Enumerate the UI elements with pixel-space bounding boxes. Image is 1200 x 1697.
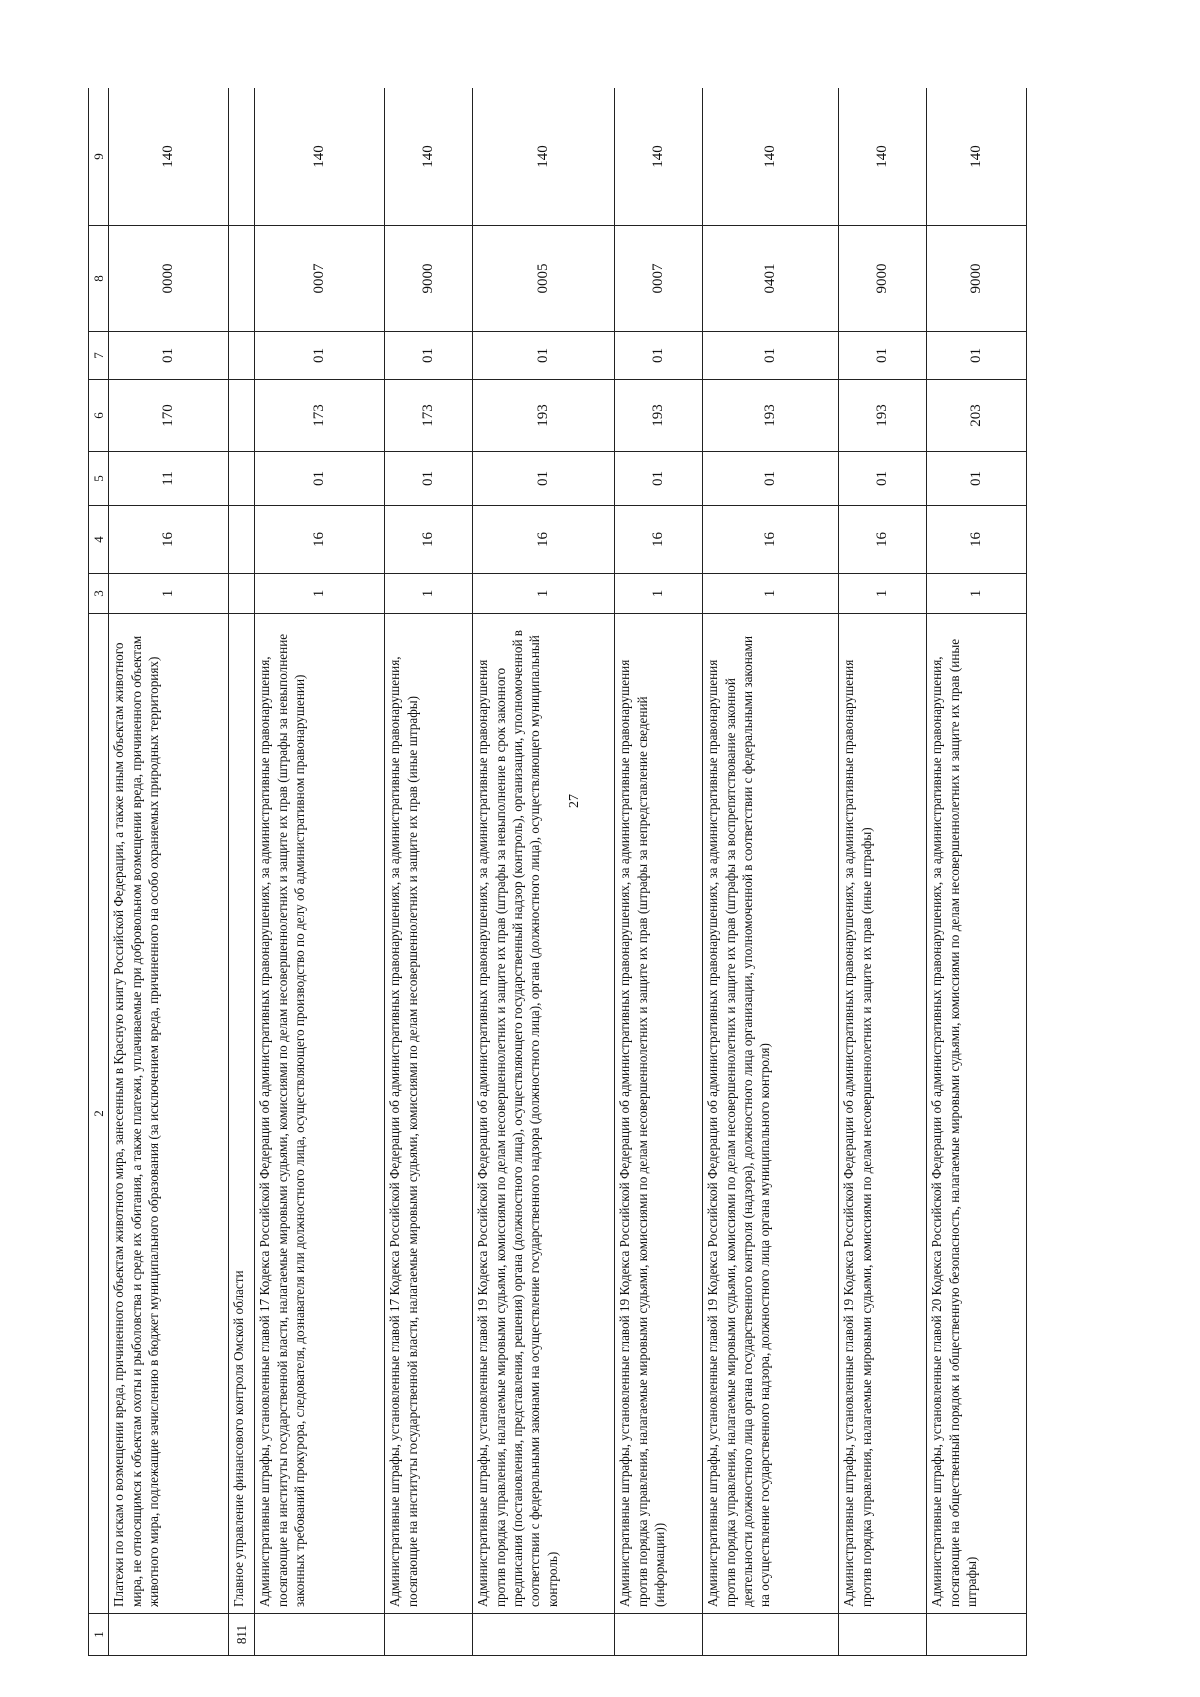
code-digit-4: 16 [473, 506, 615, 574]
rotated-content [88, 88, 1126, 1656]
table-row [385, 88, 473, 1656]
code-digit-7: 01 [703, 332, 839, 380]
row-code [109, 1614, 229, 1656]
table-row [109, 88, 229, 1656]
code-digit-3: 1 [703, 574, 839, 614]
code-digit-9 [229, 88, 255, 226]
code-digit-5: 11 [109, 452, 229, 506]
code-digit-4: 16 [385, 506, 473, 574]
code-digit-7: 01 [109, 332, 229, 380]
code-digit-9: 140 [385, 88, 473, 226]
code-digit-4: 16 [255, 506, 385, 574]
row-description: Административные штрафы, установленные главой 20 Кодекса Российской Федерации об административных правонарушениях, за административные правонарушения, посягающие на общественный порядок и общественную безопасность, налагаемые мировыми судьями, комиссиями по делам несовершеннолетних и защите их прав (иные штрафы) [927, 614, 1027, 1614]
code-digit-6: 193 [839, 380, 927, 452]
table-row [927, 88, 1027, 1656]
code-digit-8: 0005 [473, 226, 615, 332]
code-digit-6: 193 [473, 380, 615, 452]
code-digit-7: 01 [255, 332, 385, 380]
table-row [473, 88, 615, 1656]
code-digit-6: 203 [927, 380, 1027, 452]
row-description: Административные штрафы, установленные главой 17 Кодекса Российской Федерации об административных правонарушениях, за административные правонарушения, посягающие на институты государственной власти, налагаемые мировыми судьями, комиссиями по делам несовершеннолетних и защите их прав (штрафы за невыполнение законных требований прокурора, следователя, дознавателя или должностного лица, осуществляющего производство по делу об административном правонарушении) [255, 614, 385, 1614]
code-digit-7: 01 [839, 332, 927, 380]
budget-codes-table [88, 88, 1027, 1656]
code-digit-3: 1 [109, 574, 229, 614]
code-digit-5: 01 [385, 452, 473, 506]
column-header-5: 5 [89, 452, 109, 506]
code-digit-4: 16 [703, 506, 839, 574]
code-digit-6 [229, 380, 255, 452]
row-code [473, 1614, 615, 1656]
code-digit-3: 1 [615, 574, 703, 614]
code-digit-8: 0007 [615, 226, 703, 332]
row-code [839, 1614, 927, 1656]
column-header-8: 8 [89, 226, 109, 332]
code-digit-6: 193 [703, 380, 839, 452]
code-digit-6: 173 [255, 380, 385, 452]
code-digit-9: 140 [255, 88, 385, 226]
row-description: Административные штрафы, установленные главой 19 Кодекса Российской Федерации об административных правонарушениях, за административные правонарушения против порядка управления, налагаемые мировыми судьями, комиссиями по делам несовершеннолетних и защите их прав (штрафы за непредставление сведений (информации)) [615, 614, 703, 1614]
code-digit-4: 16 [615, 506, 703, 574]
row-code [703, 1614, 839, 1656]
row-code [385, 1614, 473, 1656]
code-digit-8: 0401 [703, 226, 839, 332]
column-header-3: 3 [89, 574, 109, 614]
code-digit-4: 16 [839, 506, 927, 574]
code-digit-5: 01 [615, 452, 703, 506]
row-description: Административные штрафы, установленные главой 19 Кодекса Российской Федерации об административных правонарушениях, за административные правонарушения против порядка управления, налагаемые мировыми судьями, комиссиями по делам несовершеннолетних и защите их прав (иные штрафы) [839, 614, 927, 1614]
row-description: Главное управление финансового контроля Омской области [229, 614, 255, 1614]
code-digit-6: 193 [615, 380, 703, 452]
table-row [255, 88, 385, 1656]
code-digit-9: 140 [615, 88, 703, 226]
code-digit-8: 0007 [255, 226, 385, 332]
code-digit-8: 9000 [927, 226, 1027, 332]
code-digit-7: 01 [385, 332, 473, 380]
column-header-1: 1 [89, 1614, 109, 1656]
row-code [615, 1614, 703, 1656]
code-digit-4: 16 [109, 506, 229, 574]
code-digit-8: 0000 [109, 226, 229, 332]
code-digit-5 [229, 452, 255, 506]
code-digit-9: 140 [473, 88, 615, 226]
code-digit-4: 16 [927, 506, 1027, 574]
code-digit-8 [229, 226, 255, 332]
column-header-2: 2 [89, 614, 109, 1614]
row-description: Административные штрафы, установленные главой 19 Кодекса Российской Федерации об административных правонарушениях, за административные правонарушения против порядка управления, налагаемые мировыми судьями, комиссиями по делам несовершеннолетних и защите их прав (штрафы за воспрепятствование законной деятельности должностного лица органа государственного контроля (надзора), должностного лица организации, уполномоченной в соответствии с федеральными законами на осуществление государственного надзора, должностного лица органа муниципального контроля) [703, 614, 839, 1614]
row-code: 811 [229, 1614, 255, 1656]
code-digit-7: 01 [927, 332, 1027, 380]
code-digit-3 [229, 574, 255, 614]
column-header-9: 9 [89, 88, 109, 226]
row-description: Административные штрафы, установленные главой 17 Кодекса Российской Федерации об административных правонарушениях, за административные правонарушения, посягающие на институты государственной власти, налагаемые мировыми судьями, комиссиями по делам несовершеннолетних и защите их прав (иные штрафы) [385, 614, 473, 1614]
code-digit-5: 01 [927, 452, 1027, 506]
table-row [839, 88, 927, 1656]
code-digit-5: 01 [703, 452, 839, 506]
code-digit-4 [229, 506, 255, 574]
rotated-page [88, 88, 1126, 1656]
row-description: Платежи по искам о возмещении вреда, причиненного объектам животного мира, занесенным в Красную книгу Российской Федерации, а также иным объектам животного мира, не относящимся к объектам охоты и рыболовства и среде их обитания, а также платежи, уплачиваемые при добровольном возмещении вреда, причиненного объектам животного мира, подлежащие зачислению в бюджет муниципального образования (за исключением вреда, причиненного на особо охраняемых природных территориях) [109, 614, 229, 1614]
code-digit-3: 1 [927, 574, 1027, 614]
code-digit-9: 140 [927, 88, 1027, 226]
code-digit-7: 01 [473, 332, 615, 380]
column-header-6: 6 [89, 380, 109, 452]
column-header-4: 4 [89, 506, 109, 574]
code-digit-9: 140 [109, 88, 229, 226]
code-digit-3: 1 [255, 574, 385, 614]
code-digit-7 [229, 332, 255, 380]
table-row [229, 88, 255, 1656]
column-number-header [89, 88, 109, 1656]
table-body [89, 88, 1027, 1656]
code-digit-5: 01 [255, 452, 385, 506]
code-digit-5: 01 [473, 452, 615, 506]
code-digit-9: 140 [839, 88, 927, 226]
code-digit-9: 140 [703, 88, 839, 226]
table-row [615, 88, 703, 1656]
table-row [703, 88, 839, 1656]
code-digit-8: 9000 [839, 226, 927, 332]
row-description: Административные штрафы, установленные главой 19 Кодекса Российской Федерации об административных правонарушениях, за административные правонарушения против порядка управления, налагаемые мировыми судьями, комиссиями по делам несовершеннолетних и защите их прав (штрафы за невыполнение в срок законного предписания (постановления, представления, решения) органа (должностного лица), осуществляющего государственный надзор (контроль), организации, уполномоченной в соответствии с федеральными законами на осуществление государственного надзора (должностного лица), органа (должностного лица), осуществляющего муниципальный контроль) [473, 614, 615, 1614]
code-digit-3: 1 [385, 574, 473, 614]
page-number: 27 [567, 794, 582, 808]
code-digit-7: 01 [615, 332, 703, 380]
row-code [927, 1614, 1027, 1656]
code-digit-6: 170 [109, 380, 229, 452]
code-digit-8: 9000 [385, 226, 473, 332]
code-digit-3: 1 [839, 574, 927, 614]
code-digit-6: 173 [385, 380, 473, 452]
column-header-7: 7 [89, 332, 109, 380]
code-digit-3: 1 [473, 574, 615, 614]
row-code [255, 1614, 385, 1656]
code-digit-5: 01 [839, 452, 927, 506]
